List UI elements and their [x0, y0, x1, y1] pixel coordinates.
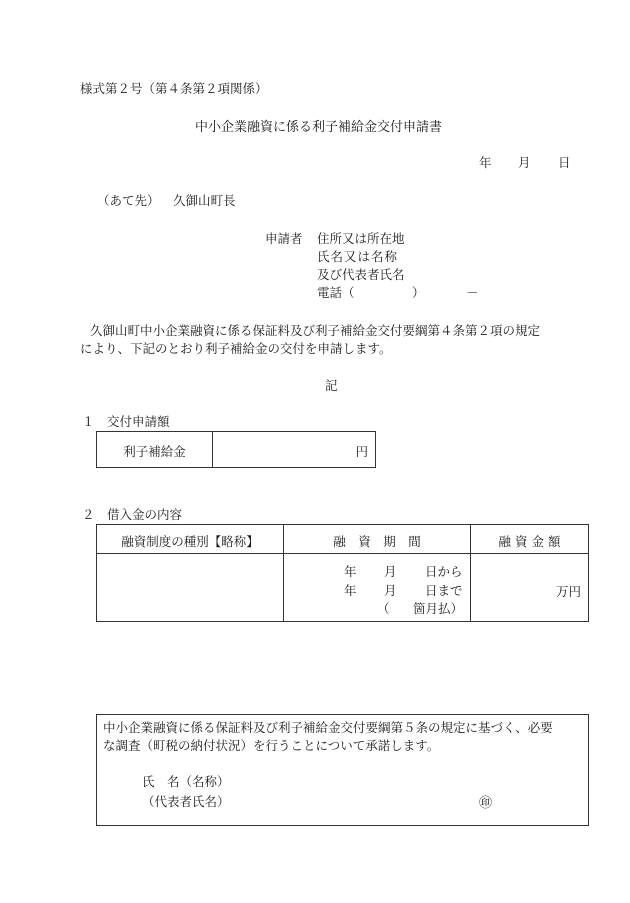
date-month: 月	[518, 155, 531, 170]
period-from-year: 年	[344, 564, 357, 579]
applicant-phone-dash: －	[466, 285, 479, 300]
consent-text-line2: な調査（町税の納付状況）を行うことについて承諾します。	[103, 738, 440, 753]
section2-heading: ２ 借入金の内容	[82, 507, 183, 522]
applicant-name: 氏名又は名称	[317, 249, 399, 264]
document-title: 中小企業融資に係る利子補給金交付申請書	[195, 120, 443, 135]
period-to-day: 日まで	[425, 583, 463, 598]
date-year: 年	[479, 155, 492, 170]
amount-table	[96, 431, 376, 468]
period-to-year: 年	[344, 583, 357, 598]
ki-label: 記	[325, 378, 338, 393]
consent-text-line1: 中小企業融資に係る保証料及び利子補給金交付要綱第５条の規定に基づく、必要	[103, 720, 553, 735]
loan-header-type: 融資制度の種別【略称】	[121, 534, 259, 549]
loan-header-amount: 融 資 金 額	[498, 534, 561, 549]
period-months-open: （	[377, 601, 390, 616]
applicant-address: 住所又は所在地	[317, 231, 405, 246]
loan-table-header-line	[97, 553, 588, 554]
form-number: 様式第２号（第４条第２項関係）	[80, 81, 268, 96]
applicant-label: 申請者	[265, 231, 303, 246]
addressee-name: 久御山町長	[173, 193, 236, 208]
amount-unit: 円	[355, 444, 368, 459]
period-to-month: 月	[384, 583, 397, 598]
body-text-line1: 久御山町中小企業融資に係る保証料及び利子補給金交付要綱第４条第２項の規定	[90, 323, 541, 338]
date-day: 日	[558, 155, 571, 170]
loan-header-period: 融 資 期 間	[333, 534, 421, 549]
seal-mark: ㊞	[479, 796, 493, 811]
body-text-line2: により、下記のとおり利子補給金の交付を申請します。	[80, 341, 392, 356]
amount-label: 利子補給金	[123, 444, 186, 459]
applicant-representative: 及び代表者氏名	[317, 267, 405, 282]
addressee-label: （あて先）	[97, 193, 160, 208]
consent-name-label: 氏 名（名称）	[142, 774, 230, 789]
consent-rep-label: （代表者氏名）	[142, 794, 230, 809]
loan-table	[96, 524, 589, 622]
period-from-day: 日から	[425, 564, 463, 579]
period-months-label: 箇月払）	[413, 601, 464, 616]
consent-box	[96, 714, 589, 826]
section1-heading: １ 交付申請額	[82, 414, 170, 429]
period-from-month: 月	[384, 564, 397, 579]
applicant-phone-label: 電話（	[317, 285, 355, 300]
applicant-phone-close: ）	[412, 285, 425, 300]
loan-amount-unit: 万円	[555, 584, 581, 599]
